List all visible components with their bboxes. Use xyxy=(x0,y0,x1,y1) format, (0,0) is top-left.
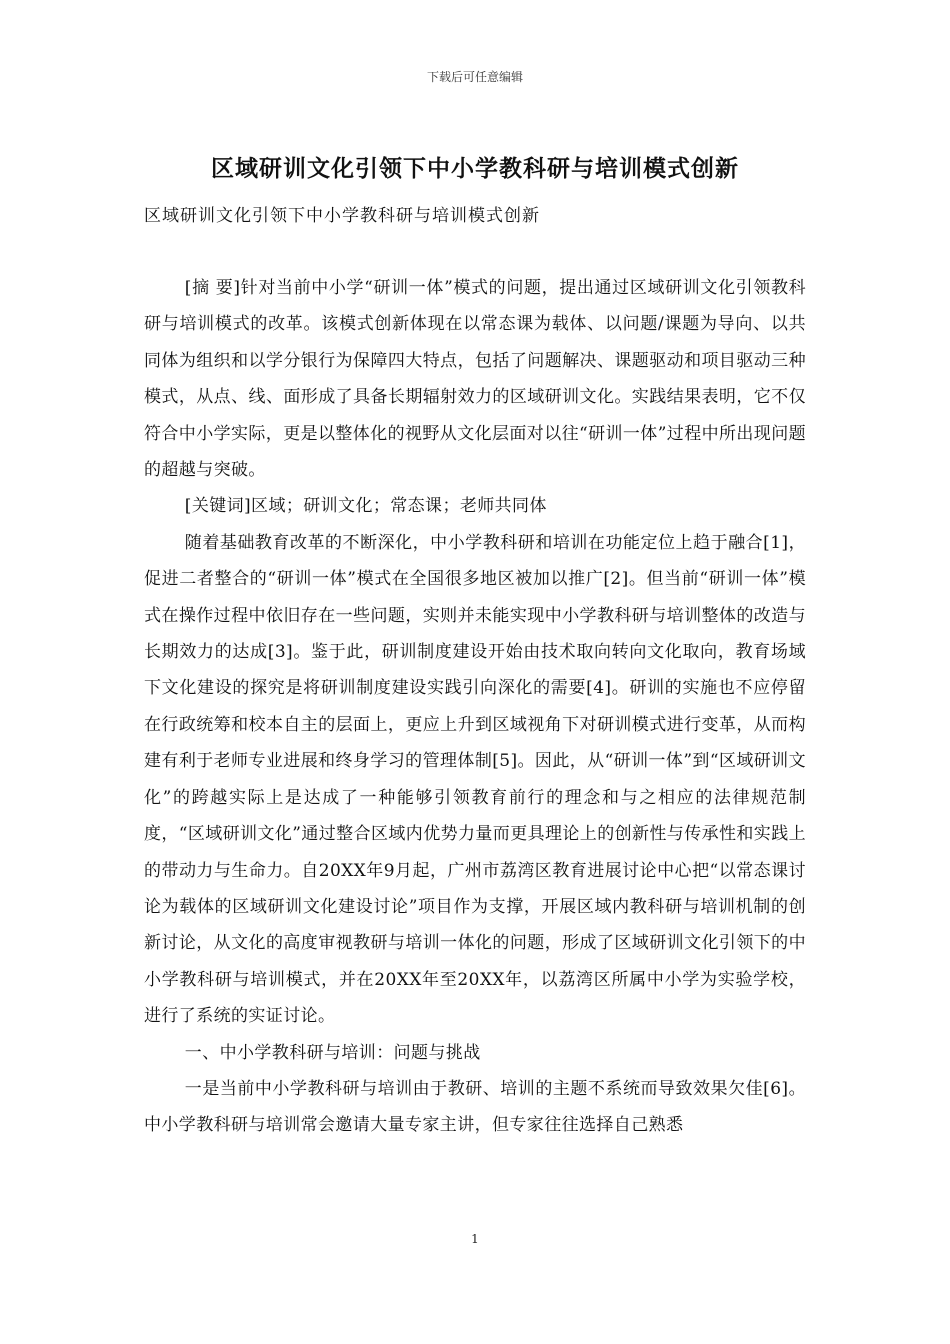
keywords-paragraph: [关键词]区域；研训文化；常态课；老师共同体 xyxy=(184,496,547,517)
page-number: 1 xyxy=(471,1232,479,1246)
document-body xyxy=(144,270,806,1144)
abstract-paragraph: [摘 要]针对当前中小学“研训一体”模式的问题，提出通过区域研训文化引领教科研与培训模式的改革。该模式创新体现在以常态课为载体、以问题/课题为导向、以共同体为组织和以学分银行为保障四大特点，包括了问题解决、课题驱动和项目驱动三种模式，从点、线、面形成了具备长期辐射效力的区域研训文化。实践结果表明，它不仅符合中小学实际，更是以整体化的视野从文化层面对以往“研训一体”过程中所出现问题的超越与突破。 xyxy=(144,278,806,481)
page-header-note: 下载后可任意编辑 xyxy=(426,70,523,84)
introduction-paragraph: 随着基础教育改革的不断深化，中小学教科研和培训在功能定位上趋于融合[1]，促进二者整合的“研训一体”模式在全国很多地区被加以推广[2]。但当前“研训一体”模式在操作过程中依旧存在一些问题，实则并未能实现中小学教科研与培训整体的改造与长期效力的达成[3]。鉴于此，研训制度建设开始由技术取向转向文化取向，教育场域下文化建设的探究是将研训制度建设实践引向深化的需要[4]。研训的实施也不应停留在行政统筹和校本自主的层面上，更应上升到区域视角下对研训模式进行变革，从而构建有利于老师专业进展和终身学习的管理体制[5]。因此，从“研训一体”到“区域研训文化”的跨越实际上是达成了一种能够引领教育前行的理念和与之相应的法律规范制度，“区域研训文化”通过整合区域内优势力量而更具理论上的创新性与传承性和实践上的带动力与生命力。自20XX年9月起，广州市荔湾区教育进展讨论中心把“以常态课讨论为载体的区域研训文化建设讨论”项目作为支撑，开展区域内教科研与培训机制的创新讨论，从文化的高度审视教研与培训一体化的问题，形成了区域研训文化引领下的中小学教科研与培训模式，并在20XX年至20XX年，以荔湾区所属中小学为实验学校，进行了系统的实证讨论。 xyxy=(144,532,806,1027)
section-heading: 一、中小学教科研与培训：问题与挑战 xyxy=(184,1042,481,1063)
section-paragraph: 一是当前中小学教科研与培训由于教研、培训的主题不系统而导致效果欠佳[6]。中小学教科研与培训常会邀请大量专家主讲，但专家往往选择自己熟悉 xyxy=(144,1078,806,1136)
document-title: 区域研训文化引领下中小学教科研与培训模式创新 xyxy=(211,156,739,182)
document-subtitle: 区域研训文化引领下中小学教科研与培训模式创新 xyxy=(144,206,540,226)
